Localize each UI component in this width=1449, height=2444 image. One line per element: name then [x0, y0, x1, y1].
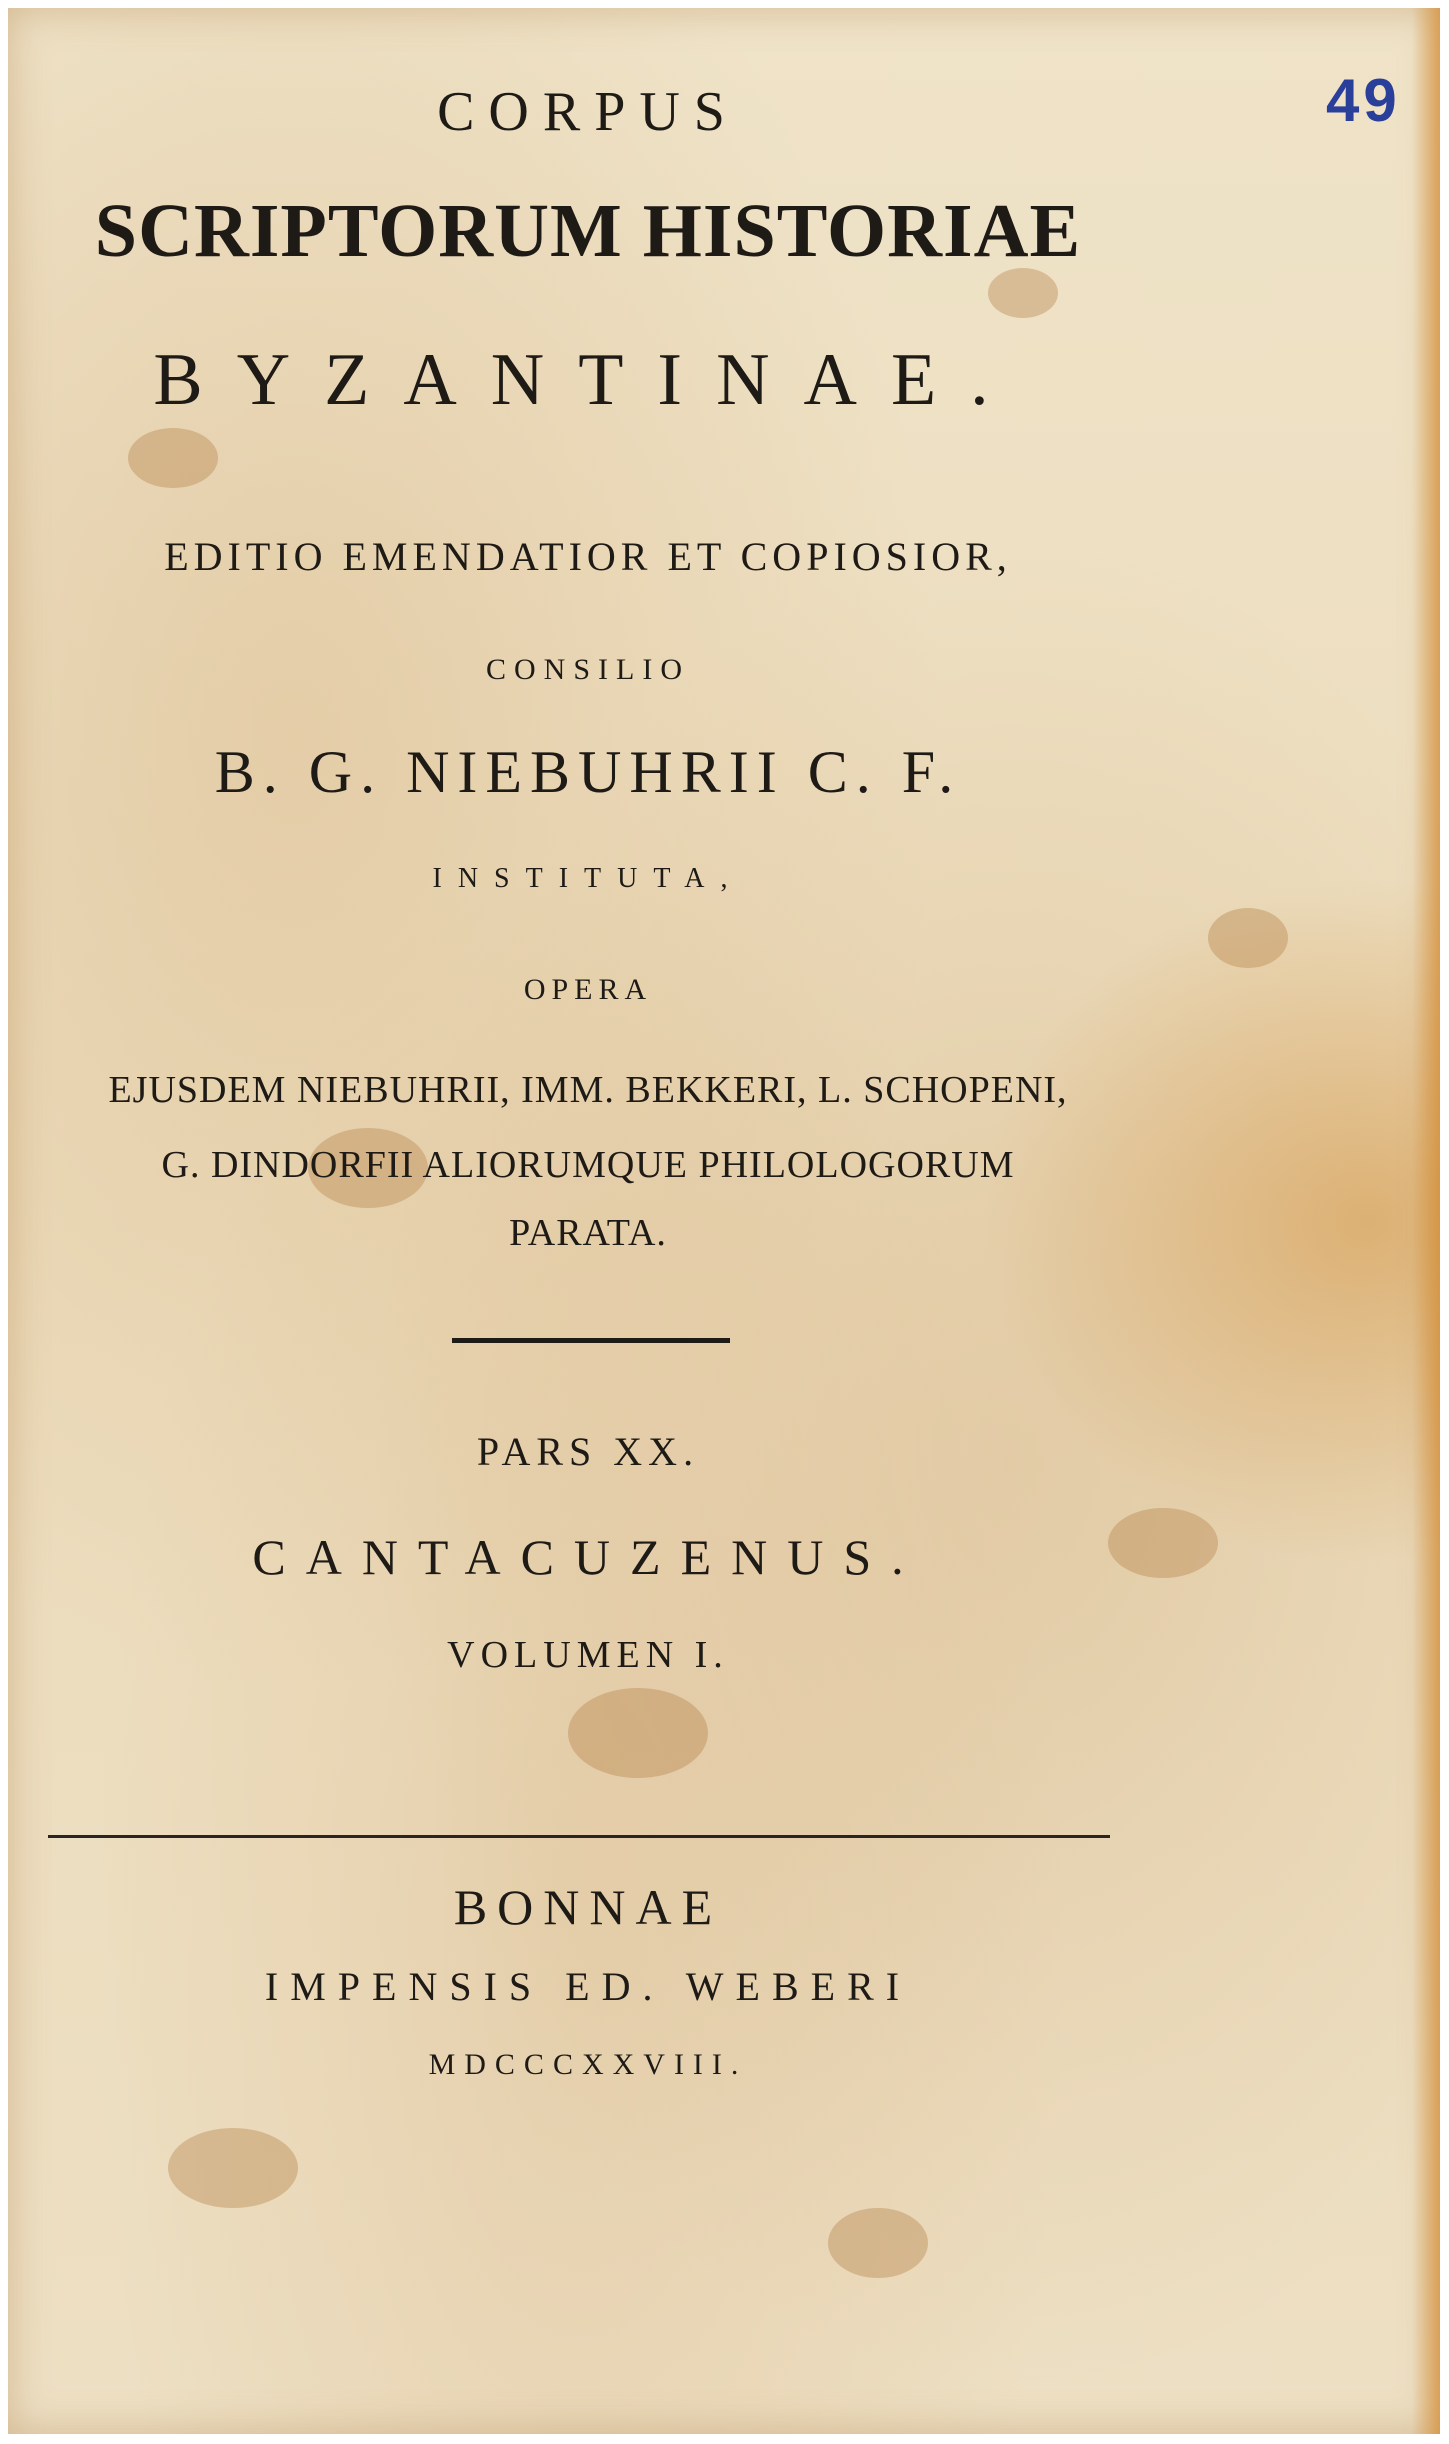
divider-long: [48, 1835, 1110, 1838]
editor-name: B. G. NIEBUHRII C. F.: [214, 739, 962, 805]
foxing-spot: [1208, 908, 1288, 968]
contributors-line-3: PARATA.: [509, 1212, 667, 1254]
imprint-city: BONNAE: [453, 1879, 723, 1935]
title-line-2: SCRIPTORUM HISTORIAE: [94, 189, 1082, 273]
page-edge-stain: [1412, 8, 1440, 2434]
imprint-publisher: IMPENSIS ED. WEBERI: [264, 1964, 912, 2009]
divider-short: [452, 1338, 730, 1343]
author-name: CANTACUZENUS.: [252, 1529, 924, 1585]
consilio-label: CONSILIO: [486, 653, 690, 686]
foxing-spot: [988, 268, 1058, 318]
part-number: PARS XX.: [476, 1429, 700, 1474]
library-stamp-number: 49: [1326, 67, 1401, 134]
edition-statement: EDITIO EMENDATIOR ET COPIOSIOR,: [164, 534, 1012, 579]
title-line-3: BYZANTINAE.: [153, 339, 1023, 421]
title-page: [8, 8, 1440, 2434]
foxing-spot: [168, 2128, 298, 2208]
contributors-line-2: G. DINDORFII ALIORUMQUE PHILOLOGORUM: [161, 1144, 1015, 1186]
instituta-label: INSTITUTA,: [432, 863, 744, 894]
title-line-1: CORPUS: [437, 81, 739, 143]
volume-number: VOLUMEN I.: [447, 1634, 729, 1676]
foxing-spot: [828, 2208, 928, 2278]
foxing-spot: [128, 428, 218, 488]
contributors-line-1: EJUSDEM NIEBUHRII, IMM. BEKKERI, L. SCHOPENI,: [108, 1069, 1068, 1111]
foxing-spot: [568, 1688, 708, 1778]
opera-label: OPERA: [523, 973, 653, 1006]
imprint-year: MDCCCXXVIII.: [428, 2048, 748, 2081]
